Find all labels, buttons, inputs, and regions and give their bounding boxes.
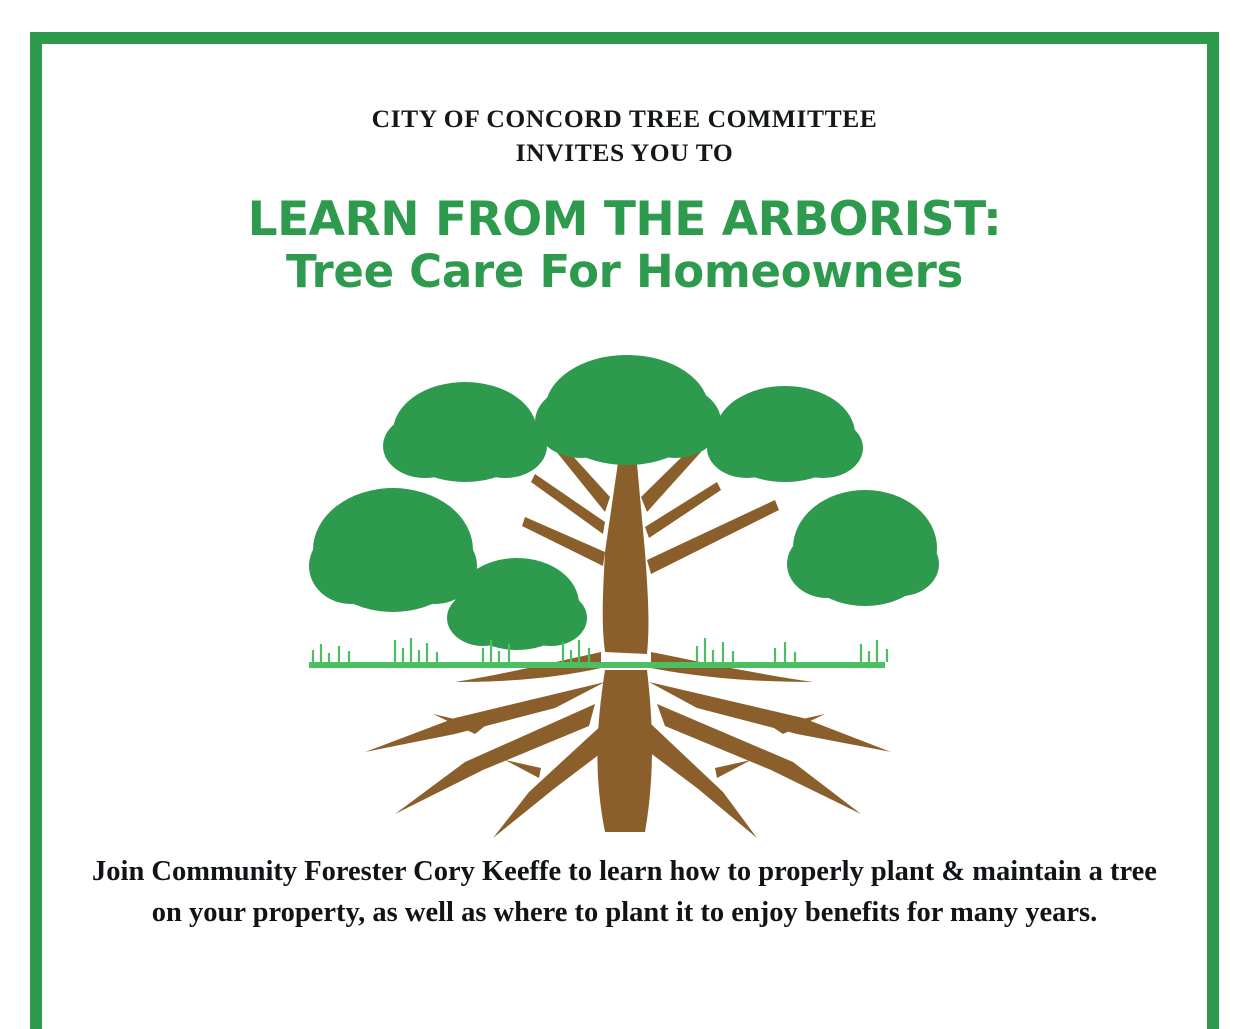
page-title	[42, 191, 1207, 301]
poster-kicker	[42, 44, 1207, 171]
kicker-line-1: CITY OF CONCORD TREE COMMITTEE	[371, 104, 878, 133]
poster-content	[42, 44, 1207, 1029]
ground-line	[309, 662, 885, 668]
poster-body-text: Join Community Forester Cory Keeffe to learn how to properly plant & maintain a tree on your property, as well as where to plant it to enjoy benefits for many years.	[92, 856, 1157, 928]
kicker-line-2: INVITES YOU TO	[515, 138, 734, 168]
title-main: LEARN FROM THE ARBORIST:	[247, 191, 1002, 247]
title-sub: Tree Care For Homeowners	[286, 245, 963, 299]
illustration-container	[42, 322, 1207, 842]
poster-border-frame	[30, 32, 1219, 1029]
tree-with-roots-icon	[305, 322, 945, 842]
